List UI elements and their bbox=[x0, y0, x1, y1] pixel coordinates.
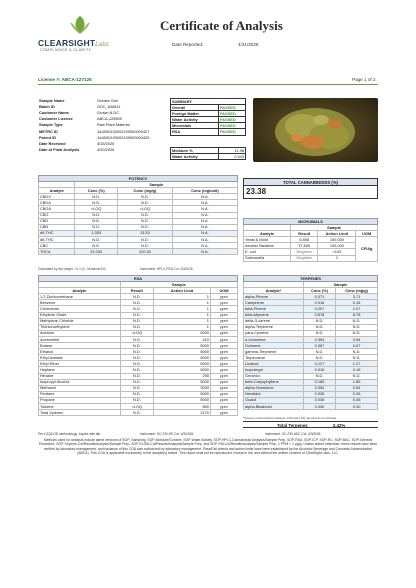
terpene-cell: 0.127 bbox=[303, 361, 335, 367]
potency-cell: N.D. bbox=[117, 243, 172, 249]
sample-info-value: 4/20/2026 bbox=[97, 146, 115, 152]
logo-name: CLEARSIGHT bbox=[38, 38, 96, 48]
terpene-cell: Isopulegol bbox=[244, 367, 304, 373]
rsa-cell: Ethanol bbox=[39, 349, 121, 355]
rsa-cell: 410 bbox=[153, 336, 210, 342]
summary-key: Water Activity bbox=[171, 117, 219, 123]
microbial-cell: 100,000 bbox=[318, 237, 356, 243]
column-header: Analyte bbox=[244, 231, 291, 237]
terpene-cell: 0.67 bbox=[336, 343, 378, 349]
microbial-cell: Negative bbox=[291, 255, 318, 261]
column-header: Result bbox=[291, 231, 318, 237]
rsa-cell: 1,2-Dichloroethane bbox=[39, 294, 121, 300]
terpene-cell: N.D. bbox=[303, 355, 335, 361]
potency-instrument: Instrument: HPLC-PDA Col: 4/3/2026 bbox=[140, 267, 193, 271]
potency-cell: N.A. bbox=[172, 224, 237, 230]
summary-table bbox=[170, 98, 246, 136]
rsa-cell: ppm bbox=[210, 336, 237, 342]
rsa-cell: Pentane bbox=[39, 391, 121, 397]
moisture-label: Moisture % bbox=[171, 148, 219, 154]
potency-cell: THCA bbox=[39, 249, 75, 255]
moisture-value: 11.98 bbox=[219, 148, 246, 154]
column-header: Analyte bbox=[39, 188, 75, 194]
terpene-cell: 0.371 bbox=[303, 294, 335, 300]
summary-status: PASSED bbox=[219, 117, 246, 123]
potency-cell: N.D. bbox=[75, 212, 117, 218]
sample-info-key: Sample Name bbox=[39, 98, 65, 104]
sample-info-key: METRC ID bbox=[39, 128, 58, 134]
potency-note: Calculated by dry weight - N / LQ : Moisture/100 bbox=[38, 267, 106, 271]
potency-cell: CBG bbox=[39, 212, 75, 218]
terpene-cell: 1.85 bbox=[336, 379, 378, 385]
column-header: Conc (mg/g) bbox=[117, 188, 172, 194]
rsa-cell: N.D. bbox=[120, 410, 153, 416]
total-terpenes-value: 2.42% bbox=[332, 423, 346, 428]
potency-cell: N.D. bbox=[117, 194, 172, 200]
terpene-cell: 8.78 bbox=[336, 312, 378, 318]
rsa-cell: ppm bbox=[210, 403, 237, 409]
terpene-cell: 2.07 bbox=[336, 306, 378, 312]
rsa-cell: ppm bbox=[210, 330, 237, 336]
terpene-cell: 0.030 bbox=[303, 403, 335, 409]
terpene-cell: 0.54 bbox=[336, 385, 378, 391]
potency-cell: CBN bbox=[39, 224, 75, 230]
rsa-header: RSA bbox=[39, 276, 238, 282]
terpene-cell: 0.185 bbox=[303, 379, 335, 385]
rsa-cell: ppm bbox=[210, 373, 237, 379]
potency-cell: N.D. bbox=[75, 218, 117, 224]
rsa-cell: ppm bbox=[210, 391, 237, 397]
rsa-cell: Toluene bbox=[39, 403, 121, 409]
terpenes-table bbox=[243, 275, 378, 410]
potency-cell: CBDV bbox=[39, 194, 75, 200]
total-cannabinoids-header: TOTAL CANNABINOIDS (%) bbox=[244, 179, 377, 186]
terpenes-note: *Terpene concentrations between LOD and LOQ reported as an estimate bbox=[243, 416, 337, 420]
rsa-cell: N.D. bbox=[120, 367, 153, 373]
column-header: Conc (%) bbox=[75, 188, 117, 194]
summary-key: Foreign Matter bbox=[171, 111, 219, 117]
sample-info-value: 1A4090100002199000000427 bbox=[97, 128, 150, 134]
rsa-cell: N.D. bbox=[120, 391, 153, 397]
rsa-row bbox=[39, 410, 238, 416]
rsa-cell: ppm bbox=[210, 343, 237, 349]
microbials-table bbox=[243, 218, 378, 262]
total-cannabinoids-box bbox=[243, 178, 378, 199]
rsa-cell: 5000 bbox=[153, 330, 210, 336]
page-indicator: Page 1 of 2 bbox=[352, 77, 376, 82]
column-header: UOM bbox=[356, 231, 378, 237]
terpene-cell: Linalool bbox=[244, 361, 304, 367]
terpene-cell: Geraniol bbox=[244, 373, 304, 379]
rsa-cell: ppm bbox=[210, 410, 237, 416]
potency-cell: CBC bbox=[39, 243, 75, 249]
moisture-table bbox=[170, 147, 246, 160]
terpene-cell: 0.30 bbox=[336, 403, 378, 409]
sample-info-key: Batch ID bbox=[39, 104, 55, 110]
terpene-cell: 0.16 bbox=[336, 367, 378, 373]
rsa-cell: Heptane bbox=[39, 367, 121, 373]
rsa-cell: Ethyl Ether bbox=[39, 361, 121, 367]
terpene-cell: 0.045 bbox=[303, 397, 335, 403]
rsa-cell: 1 bbox=[153, 300, 210, 306]
sample-info-value: Grown N.DC bbox=[97, 110, 120, 116]
rsa-cell: Methylene Chloride bbox=[39, 318, 121, 324]
summary-key: Microbials bbox=[171, 123, 219, 129]
sample-info-key: Parent ID bbox=[39, 134, 57, 140]
rsa-cell: ppm bbox=[210, 397, 237, 403]
potency-cell: 22.030 bbox=[75, 249, 117, 255]
rsa-cell: 5000 bbox=[153, 361, 210, 367]
sample-info-value: 4/15/2026 bbox=[97, 140, 115, 146]
rsa-cell: N.D. bbox=[120, 306, 153, 312]
rsa-sample-label: Sample bbox=[120, 282, 237, 288]
potency-cell: <LOQ bbox=[117, 206, 172, 212]
rsa-cell: Butane bbox=[39, 343, 121, 349]
terpene-cell: 0.026 bbox=[303, 391, 335, 397]
rsa-cell: 5000 bbox=[153, 367, 210, 373]
terpene-cell: 0.016 bbox=[303, 300, 335, 306]
rsa-cell: <LOQ bbox=[120, 403, 153, 409]
terpene-cell: d-Limonene bbox=[244, 336, 304, 342]
potency-cell: N.A. bbox=[172, 230, 237, 236]
terpene-cell: beta-Caryophyllene bbox=[244, 379, 304, 385]
potency-cell: N.A. bbox=[172, 206, 237, 212]
potency-cell: <LOQ bbox=[75, 206, 117, 212]
column-header: Analyte* bbox=[244, 288, 304, 294]
rsa-cell: Total Xylenes bbox=[39, 410, 121, 416]
potency-cell: N.D. bbox=[117, 224, 172, 230]
rsa-cell: ppm bbox=[210, 379, 237, 385]
terpene-cell: Nerolidol bbox=[244, 391, 304, 397]
terpene-cell: N.D. bbox=[336, 318, 378, 324]
potency-cell: 220.30 bbox=[117, 249, 172, 255]
potency-cell: N.A. bbox=[172, 218, 237, 224]
water-activity-value: 0.543 bbox=[219, 154, 246, 160]
rsa-cell: ppm bbox=[210, 306, 237, 312]
summary-status: PASSED bbox=[219, 129, 246, 135]
potency-cell: N.A. bbox=[172, 236, 237, 242]
summary-header: SUMMARY bbox=[171, 99, 246, 105]
terpene-cell: N.D. bbox=[303, 349, 335, 355]
potency-cell: N.D. bbox=[117, 212, 172, 218]
terpene-cell: alpha-Pinene bbox=[244, 294, 304, 300]
page-title: Certificate of Analysis bbox=[160, 18, 283, 33]
rsa-cell: 5000 bbox=[153, 397, 210, 403]
rsa-cell: Methanol bbox=[39, 385, 121, 391]
summary-status: PASSED bbox=[219, 111, 246, 117]
footer-lod-note: Per LOQ/LOD methodology, Inquire with lab bbox=[38, 432, 101, 436]
terpene-cell: alpha-Terpinene bbox=[244, 324, 304, 330]
potency-cell: d8-THC bbox=[39, 236, 75, 242]
potency-cell: 13.53 bbox=[117, 230, 172, 236]
column-header: Conc (mg/g) bbox=[336, 288, 378, 294]
terpene-cell: beta-Myrcene bbox=[244, 312, 304, 318]
sample-info-key: Customer License bbox=[39, 116, 73, 122]
rsa-cell: ppm bbox=[210, 367, 237, 373]
rsa-cell: Acetonitrile bbox=[39, 336, 121, 342]
potency-header: POTENCY bbox=[39, 176, 238, 182]
terpene-cell: Terpinolene bbox=[244, 355, 304, 361]
terpene-cell: alpha-Humulene bbox=[244, 385, 304, 391]
leaf-logo-icon bbox=[66, 14, 94, 36]
rsa-cell: <LOQ bbox=[120, 330, 153, 336]
rsa-cell: Isopropyl Alcohol bbox=[39, 379, 121, 385]
rsa-cell: 5000 bbox=[153, 391, 210, 397]
terpene-cell: N.D. bbox=[336, 324, 378, 330]
microbials-sample-label: Sample bbox=[291, 225, 378, 231]
rsa-cell: ppm bbox=[210, 300, 237, 306]
terpene-cell: 0.394 bbox=[303, 336, 335, 342]
rsa-cell: 1 bbox=[153, 312, 210, 318]
column-header: Result bbox=[120, 288, 153, 294]
sample-info-value: Raw Plant Material bbox=[97, 122, 130, 128]
rsa-cell: Acetone bbox=[39, 330, 121, 336]
sample-info-table bbox=[38, 98, 166, 153]
rsa-cell: 5000 bbox=[153, 355, 210, 361]
terpene-cell: 0.878 bbox=[303, 312, 335, 318]
microbial-uom: CFU/g bbox=[356, 237, 378, 261]
terpene-cell: 0.016 bbox=[303, 367, 335, 373]
column-header: Analyte bbox=[39, 288, 121, 294]
header-divider bbox=[38, 84, 378, 85]
rsa-cell: Hexane bbox=[39, 373, 121, 379]
column-header: Action Limit bbox=[153, 288, 210, 294]
rsa-cell: N.D. bbox=[120, 312, 153, 318]
rsa-cell: N.D. bbox=[120, 397, 153, 403]
total-cannabinoids-value: 23.38 bbox=[246, 187, 267, 196]
footer-terpene-instrument: Instrument: GC-FID-ADC Col: 4/3/2026 bbox=[265, 432, 321, 436]
rsa-cell: 5000 bbox=[153, 349, 210, 355]
rsa-cell: 290 bbox=[153, 373, 210, 379]
summary-key: RSA bbox=[171, 129, 219, 135]
total-terpenes-label: Total Terpenes bbox=[277, 423, 308, 428]
rsa-cell: 1 bbox=[153, 318, 210, 324]
potency-cell: N.D. bbox=[75, 224, 117, 230]
column-header: Conc (mg/unit) bbox=[172, 188, 237, 194]
summary-status: PASSED bbox=[219, 105, 246, 111]
rsa-cell: N.D. bbox=[120, 300, 153, 306]
potency-cell: N.A. bbox=[172, 194, 237, 200]
terpene-cell: 0.26 bbox=[336, 391, 378, 397]
rsa-cell: ppm bbox=[210, 385, 237, 391]
terpene-cell: delta-3-carene bbox=[244, 318, 304, 324]
summary-row bbox=[171, 129, 246, 135]
terpene-cell: 0.067 bbox=[303, 343, 335, 349]
rsa-cell: 5000 bbox=[153, 379, 210, 385]
rsa-cell: ppm bbox=[210, 349, 237, 355]
potency-cell: N.D. bbox=[75, 236, 117, 242]
rsa-cell: Trichloroethylene bbox=[39, 324, 121, 330]
terpene-cell: N.D. bbox=[303, 373, 335, 379]
rsa-cell: 890 bbox=[153, 403, 210, 409]
potency-cell: d9-THC bbox=[39, 230, 75, 236]
date-reported-value: 4/31/2026 bbox=[238, 42, 259, 47]
microbial-cell: E. coli bbox=[244, 249, 291, 255]
terpene-cell: 0.45 bbox=[336, 397, 378, 403]
microbial-cell: <100 bbox=[318, 249, 356, 255]
rsa-cell: Ethylene Oxide bbox=[39, 312, 121, 318]
summary-key: Overall bbox=[171, 105, 219, 111]
microbial-cell: Aerobic Bacteria bbox=[244, 243, 291, 249]
microbial-cell: 100,000 bbox=[318, 243, 356, 249]
terpene-cell: Ocimene bbox=[244, 343, 304, 349]
potency-cell: CBGA bbox=[39, 206, 75, 212]
sample-info-value: 1A4090100002199000000425 bbox=[97, 134, 150, 140]
rsa-cell: 1 bbox=[153, 324, 210, 330]
rsa-cell: 2170 bbox=[153, 410, 210, 416]
terpene-cell: 1.27 bbox=[336, 361, 378, 367]
potency-cell: N.A. bbox=[172, 212, 237, 218]
rsa-cell: ppm bbox=[210, 361, 237, 367]
terpene-cell: para-Cymene bbox=[244, 330, 304, 336]
rsa-cell: 1 bbox=[153, 294, 210, 300]
rsa-cell: ppm bbox=[210, 294, 237, 300]
microbial-cell: Yeast & Mold bbox=[244, 237, 291, 243]
terpene-row bbox=[244, 403, 378, 409]
rsa-cell: Propane bbox=[39, 397, 121, 403]
total-terpenes-row bbox=[243, 421, 378, 428]
sample-info-key: Date of Final Analysis bbox=[39, 146, 80, 152]
potency-table bbox=[38, 175, 238, 255]
terpene-cell: N.D. bbox=[336, 349, 378, 355]
rsa-cell: ppm bbox=[210, 355, 237, 361]
rsa-cell: 1 bbox=[153, 306, 210, 312]
terpene-cell: Camphene bbox=[244, 300, 304, 306]
rsa-table bbox=[38, 275, 238, 416]
terpene-cell: alpha-Bisabolol bbox=[244, 403, 304, 409]
date-reported-label: Date Reported: bbox=[172, 42, 204, 47]
rsa-cell: N.D. bbox=[120, 361, 153, 367]
potency-cell: N.A. bbox=[172, 243, 237, 249]
rsa-cell: N.D. bbox=[120, 343, 153, 349]
rsa-cell: ppm bbox=[210, 312, 237, 318]
potency-cell: N.D. bbox=[117, 200, 172, 206]
terpene-cell: 3.71 bbox=[336, 294, 378, 300]
sample-photo bbox=[253, 98, 378, 162]
potency-cell: 1.353 bbox=[75, 230, 117, 236]
rsa-cell: 3000 bbox=[153, 385, 210, 391]
sample-info-key: Customer Name bbox=[39, 110, 69, 116]
summary-status: PASSED bbox=[219, 123, 246, 129]
terpene-cell: N.D. bbox=[336, 330, 378, 336]
rsa-cell: N.D. bbox=[120, 349, 153, 355]
rsa-cell: 5000 bbox=[153, 343, 210, 349]
logo-wordmark bbox=[38, 38, 109, 48]
water-activity-label: Water Activity bbox=[171, 154, 219, 160]
rsa-cell: N.D. bbox=[120, 324, 153, 330]
column-header: Conc (%) bbox=[303, 288, 335, 294]
sample-info-key: Date Received bbox=[39, 140, 66, 146]
terpene-cell: N.D. bbox=[303, 330, 335, 336]
rsa-cell: N.D. bbox=[120, 318, 153, 324]
logo-tagline: COMPLIANCE & CLARITY bbox=[40, 48, 92, 52]
rsa-cell: N.D. bbox=[120, 379, 153, 385]
potency-cell: N.D. bbox=[75, 194, 117, 200]
rsa-cell: Benzene bbox=[39, 300, 121, 306]
rsa-cell: ppm bbox=[210, 324, 237, 330]
sample-info-key: Sample Type bbox=[39, 122, 63, 128]
rsa-cell: N.D. bbox=[120, 294, 153, 300]
column-header: UOM bbox=[210, 288, 237, 294]
potency-cell: N.D. bbox=[75, 200, 117, 206]
potency-row bbox=[39, 249, 238, 255]
potency-cell: N.A. bbox=[172, 249, 237, 255]
terpene-cell: Guaiol bbox=[244, 397, 304, 403]
sample-info-value: GDC_635811 bbox=[97, 104, 121, 110]
microbial-cell: Negative bbox=[291, 249, 318, 255]
rsa-cell: N.D. bbox=[120, 385, 153, 391]
potency-cell: N.A. bbox=[172, 200, 237, 206]
terpene-cell: 0.054 bbox=[303, 385, 335, 391]
terpenes-header: TERPENES bbox=[244, 276, 378, 282]
rsa-cell: ppm bbox=[210, 318, 237, 324]
potency-cell: CBDA bbox=[39, 200, 75, 206]
terpene-cell: 3.94 bbox=[336, 336, 378, 342]
terpene-cell: 0.207 bbox=[303, 306, 335, 312]
microbial-cell: 37,609 bbox=[291, 243, 318, 249]
terpene-cell: beta-Pinene bbox=[244, 306, 304, 312]
footer-methods: Methods used for analysis include latest versions of SOP_Sampling, SOP-Moisture/Content, SOP-Water Activity, SOP-HPLC-Cannabinoid Analysis/Sample Prep, SOP-RSA, SOP-ICP, SOP-RC, SOP-BAC, SOP-General Procedure, SOP-Terpene-Col/Results/Analysis/Sample Prep, SOP-ELISA-Col/Results/Analysis/Sample Prep, and SOP-PM-Col/Results/Analysis/Sample Prep. 1 PPM = 1 µg/g. Unless stated otherwise, these results have been verified by laboratory management, and issuance of this COA was authorized by laboratory management. Pass/Fail criteria and action limits have been established by the Alcoholic Beverage and Cannabis Administration (ABCA). This COA is applicable exclusively to the sample(s) tested. This report shall not be reproduced, except in full, and without the written consent of ClearSight Labs, LLC. bbox=[38, 438, 378, 455]
potency-cell: N.D. bbox=[117, 236, 172, 242]
terpene-cell: N.D. bbox=[336, 355, 378, 361]
potency-cell: N.D. bbox=[117, 218, 172, 224]
sample-info-value: Grease Gun bbox=[97, 98, 119, 104]
microbial-cell: Salmonella bbox=[244, 255, 291, 261]
microbial-cell: 1 bbox=[318, 255, 356, 261]
potency-cell: CBD bbox=[39, 218, 75, 224]
footer-rsa-instrument: Instrument: GC-FID-HS Col: 4/3/2026 bbox=[140, 432, 194, 436]
terpene-cell: N.D. bbox=[336, 373, 378, 379]
rsa-cell: N.D. bbox=[120, 373, 153, 379]
logo-suffix: Labs bbox=[95, 42, 110, 48]
terpene-cell: gamma-Terpinene bbox=[244, 349, 304, 355]
terpene-cell: N.D. bbox=[303, 324, 335, 330]
column-header: Action Limit bbox=[318, 231, 356, 237]
license-number: License #: ABCA-127126 bbox=[38, 77, 92, 82]
microbials-header: MICROBIALS bbox=[244, 219, 378, 225]
rsa-cell: Chloroform bbox=[39, 306, 121, 312]
potency-sample-label: Sample bbox=[75, 182, 238, 188]
sample-info-row bbox=[38, 147, 166, 153]
rsa-cell: N.D. bbox=[120, 336, 153, 342]
terpene-cell: 0.16 bbox=[336, 300, 378, 306]
rsa-cell: Ethyl Acetate bbox=[39, 355, 121, 361]
terpene-cell: N.D. bbox=[303, 318, 335, 324]
potency-cell: N.D. bbox=[75, 243, 117, 249]
rsa-cell: N.D. bbox=[120, 355, 153, 361]
sample-info-value: ABCA-126559 bbox=[97, 116, 122, 122]
terpenes-sample-label: Sample bbox=[303, 282, 377, 288]
microbial-cell: 5,806 bbox=[291, 237, 318, 243]
